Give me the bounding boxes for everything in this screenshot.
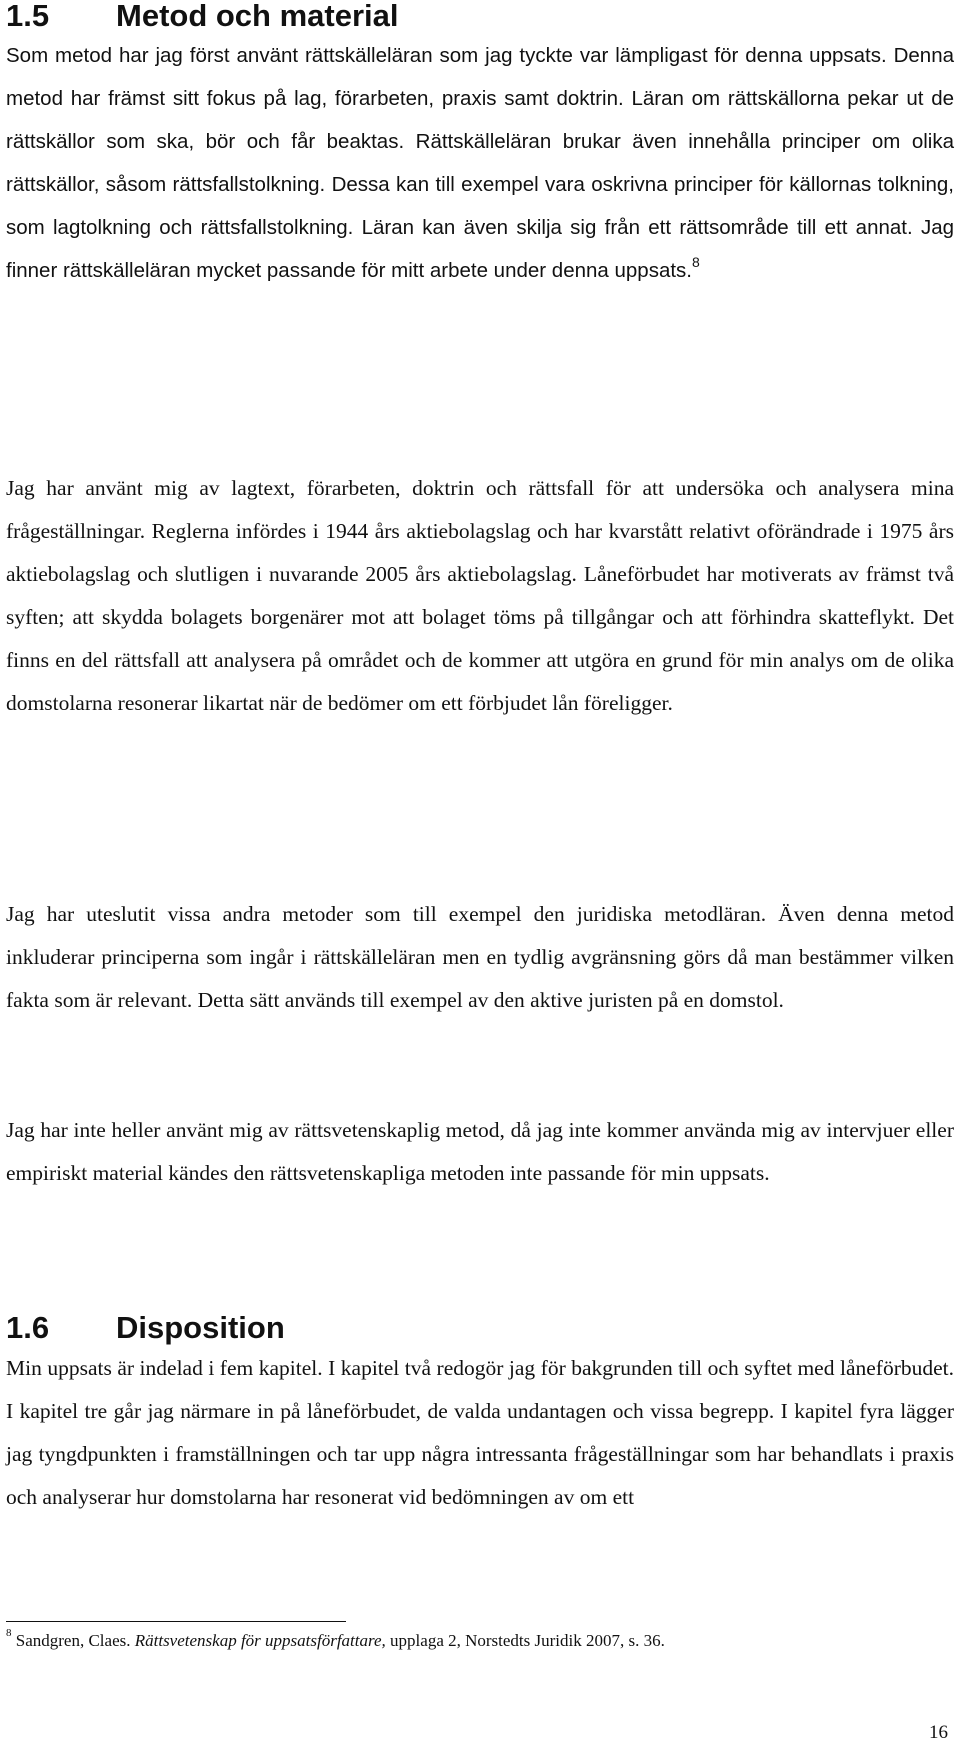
section-number: 1.5	[6, 0, 50, 33]
footnote-divider	[6, 1621, 346, 1622]
section-number: 1.6	[6, 1310, 50, 1345]
paragraph-text: Som metod har jag först använt rättskälleläran som jag tyckte var lämpligast för denna uppsats. Denna metod har främst sitt fokus på lag, förarbeten, praxis samt doktrin. Läran om rättskällorna pekar ut de rättskällor som ska, bör och får beaktas. Rättskälleläran brukar även innehålla principer om olika rättskällor, såsom rättsfallstolkning. Dessa kan till exempel vara oskrivna principer för källornas tolkning, som lagtolkning och rättsfallstolkning. Läran kan även skilja sig från ett rättsområde till ett annat. Jag finner rättskälleläran mycket passande för mitt arbete under denna uppsats.	[6, 44, 954, 282]
paragraph-excluded-methods: Jag har uteslutit vissa andra metoder som till exempel den juridiska metodläran. Även denna metod inkluderar principerna som ingår i rättskälleläran men en tydlig avgränsning görs då man bestämmer vilken fakta som är relevant. Detta sätt används till exempel av den aktive juristen på en domstol.	[6, 902, 954, 1012]
page-number: 16	[929, 1722, 948, 1743]
footnote-author: Sandgren, Claes.	[15, 1631, 131, 1650]
footnote-book-title: Rättsvetenskap för uppsatsförfattare,	[134, 1631, 386, 1650]
footnote-number: 8	[6, 1627, 12, 1640]
section-title: Metod och material	[116, 0, 399, 33]
section-heading-metod	[6, 0, 399, 34]
paragraph-sources: Jag har använt mig av lagtext, förarbeten, doktrin och rättsfall för att undersöka och analysera mina frågeställningar. Reglerna infördes i 1944 års aktiebolagslag och har kvarstått relativt oförändrade i 1975 års aktiebolagslag och slutligen i nuvarande 2005 års aktiebolagslag. Låneförbudet har motiverats av främst två syften; att skydda bolagets borgenärer mot att bolaget töms på tillgångar och att förhindra skatteflykt. Det finns en del rättsfall att analysera på området och de kommer att utgöra en grund för min analys om de olika domstolarna resonerar likartat när de bedömer om ett förbjudet lån föreligger.	[6, 476, 954, 715]
footnote	[6, 1628, 954, 1654]
section-title: Disposition	[116, 1310, 285, 1345]
paragraph-legal-science-method: Jag har inte heller använt mig av rättsvetenskaplig metod, då jag inte kommer använda mig av intervjuer eller empiriskt material kändes den rättsvetenskapliga metoden inte passande för min uppsats.	[6, 1118, 954, 1185]
footnote-publication: upplaga 2, Norstedts Juridik 2007, s. 36.	[390, 1631, 665, 1650]
paragraph-disposition: Min uppsats är indelad i fem kapitel. I kapitel två redogör jag för bakgrunden till och syftet med låneförbudet. I kapitel tre går jag närmare in på låneförbudet, de valda undantagen och vissa begrepp. I kapitel fyra lägger jag tyngdpunkten i framställningen och tar upp några intressanta frågeställningar som har behandlats i praxis och analyserar hur domstolarna har resonerat vid bedömningen av om ett	[6, 1356, 954, 1509]
paragraph-method	[6, 34, 954, 292]
footnote-reference: 8	[692, 254, 700, 271]
section-heading-disposition	[6, 1310, 285, 1346]
